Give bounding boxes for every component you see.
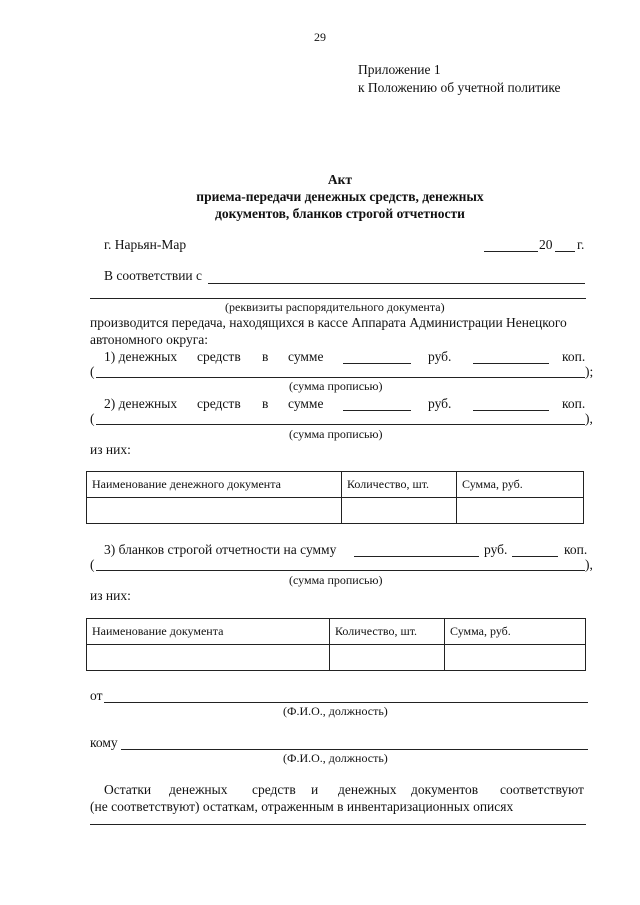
table1-header-qty: Количество, шт. [342,472,457,498]
date-suffix: г. [577,237,585,252]
place-name: г. Нарьян-Мар [104,237,187,252]
table1-header-sum: Сумма, руб. [457,472,584,498]
remainder-word-4: и [311,782,319,797]
remainder-word-1: Остатки [104,782,152,797]
date-year-prefix: 20 [539,237,553,252]
item3-paren-open: ( [90,557,95,572]
item1-rub: руб. [428,349,452,364]
from-label: от [90,688,103,703]
table1-cell-name[interactable] [87,498,342,524]
table2-header-row [87,619,586,645]
remainder-word-2: денежных [169,782,228,797]
table1-header-name: Наименование денежного документа [87,472,342,498]
item3-sum-words-caption: (сумма прописью) [289,573,383,587]
table-row [87,645,586,671]
table-row [87,498,584,524]
item2-paren-close: ), [585,411,593,426]
from-fio-caption: (Ф.И.О., должность) [283,704,388,718]
item2-rub: руб. [428,396,452,411]
item3-label: 3) бланков строгой отчетности на сумму [104,542,337,557]
item1-word-funds: средств [197,349,241,364]
table1-cell-sum[interactable] [457,498,584,524]
item2-rub-line[interactable] [343,410,411,411]
item2-word-funds: средств [197,396,241,411]
transfer-text-1: производится передача, находящихся в кассе Аппарата Администрации Ненецкого [90,315,567,330]
item1-sum-words-caption: (сумма прописью) [289,379,383,393]
title-line-3: документов, бланков строгой отчетности [215,206,465,221]
table1-header-row [87,472,584,498]
table2-header-sum: Сумма, руб. [445,619,586,645]
item3-kop: коп. [564,542,588,557]
item1-word-sum: сумме [288,349,324,364]
item2-label: 2) денежных [104,396,178,411]
table2-header-qty: Количество, шт. [330,619,445,645]
table2-header-name: Наименование документа [87,619,330,645]
from-line[interactable] [104,702,588,703]
table1-cell-qty[interactable] [342,498,457,524]
item3-paren-close: ), [585,557,593,572]
item3-kop-line[interactable] [512,556,558,557]
appendix-line-2: к Положению об учетной политике [358,80,561,95]
to-fio-caption: (Ф.И.О., должность) [283,751,388,765]
accordance-label: В соответствии с [104,268,203,283]
item1-kop-line[interactable] [473,363,549,364]
title-act: Акт [327,172,353,187]
item1-rub-line[interactable] [343,363,411,364]
item2-sum-words-caption: (сумма прописью) [289,427,383,441]
transfer-text-2: автономного округа: [90,332,208,347]
order-details-line-1[interactable] [208,283,585,284]
remainder-line-2: (не соответствуют) остаткам, отраженным в инвентаризационных описях [90,799,514,814]
item1-word-in: в [262,349,269,364]
table2-cell-qty[interactable] [330,645,445,671]
page-number: 29 [314,30,326,44]
item1-paren-open: ( [90,364,95,379]
item1-words-line[interactable] [96,377,585,378]
item1-kop: коп. [562,349,586,364]
remainder-word-7: соответствуют [500,782,584,797]
date-day-line[interactable] [484,251,538,252]
item1-paren-close: ); [585,364,594,379]
table2-cell-sum[interactable] [445,645,586,671]
remainder-fill-line[interactable] [90,824,586,825]
strict-forms-table [86,618,586,671]
remainder-word-6: документов [411,782,479,797]
item2-word-in: в [262,396,269,411]
date-year-line[interactable] [555,251,575,252]
item2-words-line[interactable] [96,424,585,425]
item2-kop: коп. [562,396,586,411]
remainder-word-3: средств [252,782,296,797]
monetary-documents-table [86,471,584,524]
item3-rub-line[interactable] [354,556,479,557]
appendix-line-1: Приложение 1 [358,62,441,77]
table2-cell-name[interactable] [87,645,330,671]
item1-label: 1) денежных [104,349,178,364]
to-line[interactable] [121,749,588,750]
order-caption: (реквизиты распорядительного документа) [225,300,445,314]
item2-kop-line[interactable] [473,410,549,411]
title-line-2: приема-передачи денежных средств, денежных [196,189,484,204]
to-label: кому [90,735,118,750]
item3-rub: руб. [484,542,508,557]
item2-paren-open: ( [90,411,95,426]
remainder-word-5: денежных [338,782,397,797]
item2-word-sum: сумме [288,396,324,411]
of-them-label-1: из них: [90,442,131,457]
of-them-label-2: из них: [90,588,131,603]
item3-words-line[interactable] [96,570,585,571]
order-details-line-2[interactable] [90,298,586,299]
